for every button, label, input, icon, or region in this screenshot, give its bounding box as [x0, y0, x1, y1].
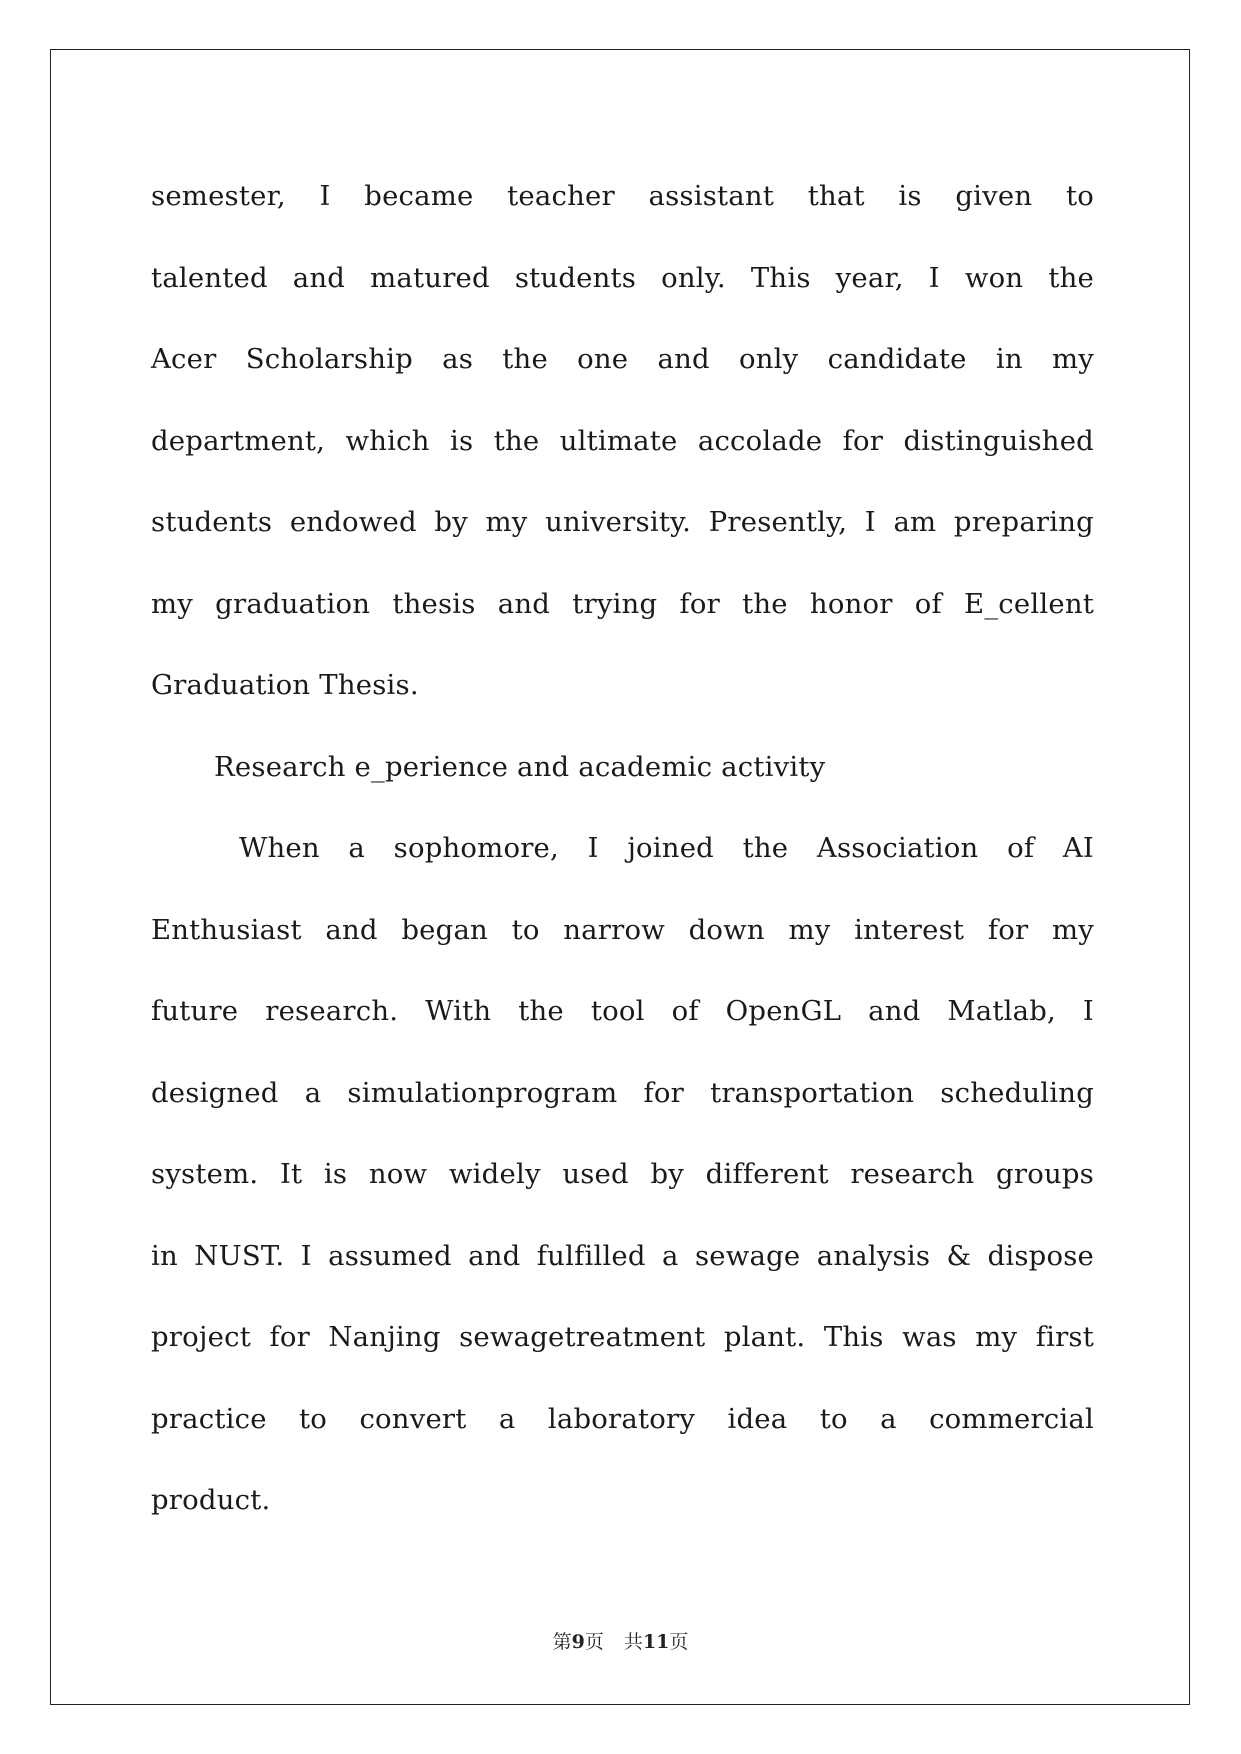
text-line: Enthusiast and began to narrow down my interest for my: [151, 913, 1094, 946]
footer-prefix: 第: [552, 1631, 572, 1653]
text-line: Acer Scholarship as the one and only candidate in my: [151, 343, 1094, 375]
footer-total-suffix: 页: [669, 1631, 689, 1653]
text-line: designed a simulationprogram for transportation scheduling: [151, 1076, 1094, 1109]
section-heading: Research e_perience and academic activity: [214, 750, 826, 783]
text-line: Graduation Thesis.: [151, 669, 419, 701]
footer-page-suffix: 页: [584, 1631, 604, 1653]
text-line: practice to convert a laboratory idea to a commercial: [151, 1402, 1094, 1435]
text-line: future research. With the tool of OpenGL and Matlab, I: [151, 995, 1094, 1027]
text-line: students endowed by my university. Presently, I am preparing: [151, 506, 1094, 538]
text-line: in NUST. I assumed and fulfilled a sewage analysis & dispose: [151, 1239, 1094, 1272]
text-line: department, which is the ultimate accolade for distinguished: [151, 424, 1094, 457]
footer-total-prefix: 共: [623, 1631, 643, 1653]
document-body: [151, 156, 1094, 1542]
text-line: semester, I became teacher assistant that is given to: [151, 180, 1094, 212]
text-line: product.: [151, 1484, 271, 1516]
text-line: talented and matured students only. This year, I won the: [151, 261, 1094, 294]
text-line: my graduation thesis and trying for the honor of E_cellent: [151, 587, 1094, 620]
text-line: project for Nanjing sewagetreatment plant. This was my first: [151, 1321, 1094, 1353]
text-line: When a sophomore, I joined the Association of AI: [239, 832, 1094, 864]
page-footer: [0, 1627, 1241, 1654]
current-page-number: 9: [571, 1631, 585, 1653]
text-line: system. It is now widely used by different research groups: [151, 1158, 1094, 1190]
total-pages-number: 11: [642, 1631, 670, 1653]
